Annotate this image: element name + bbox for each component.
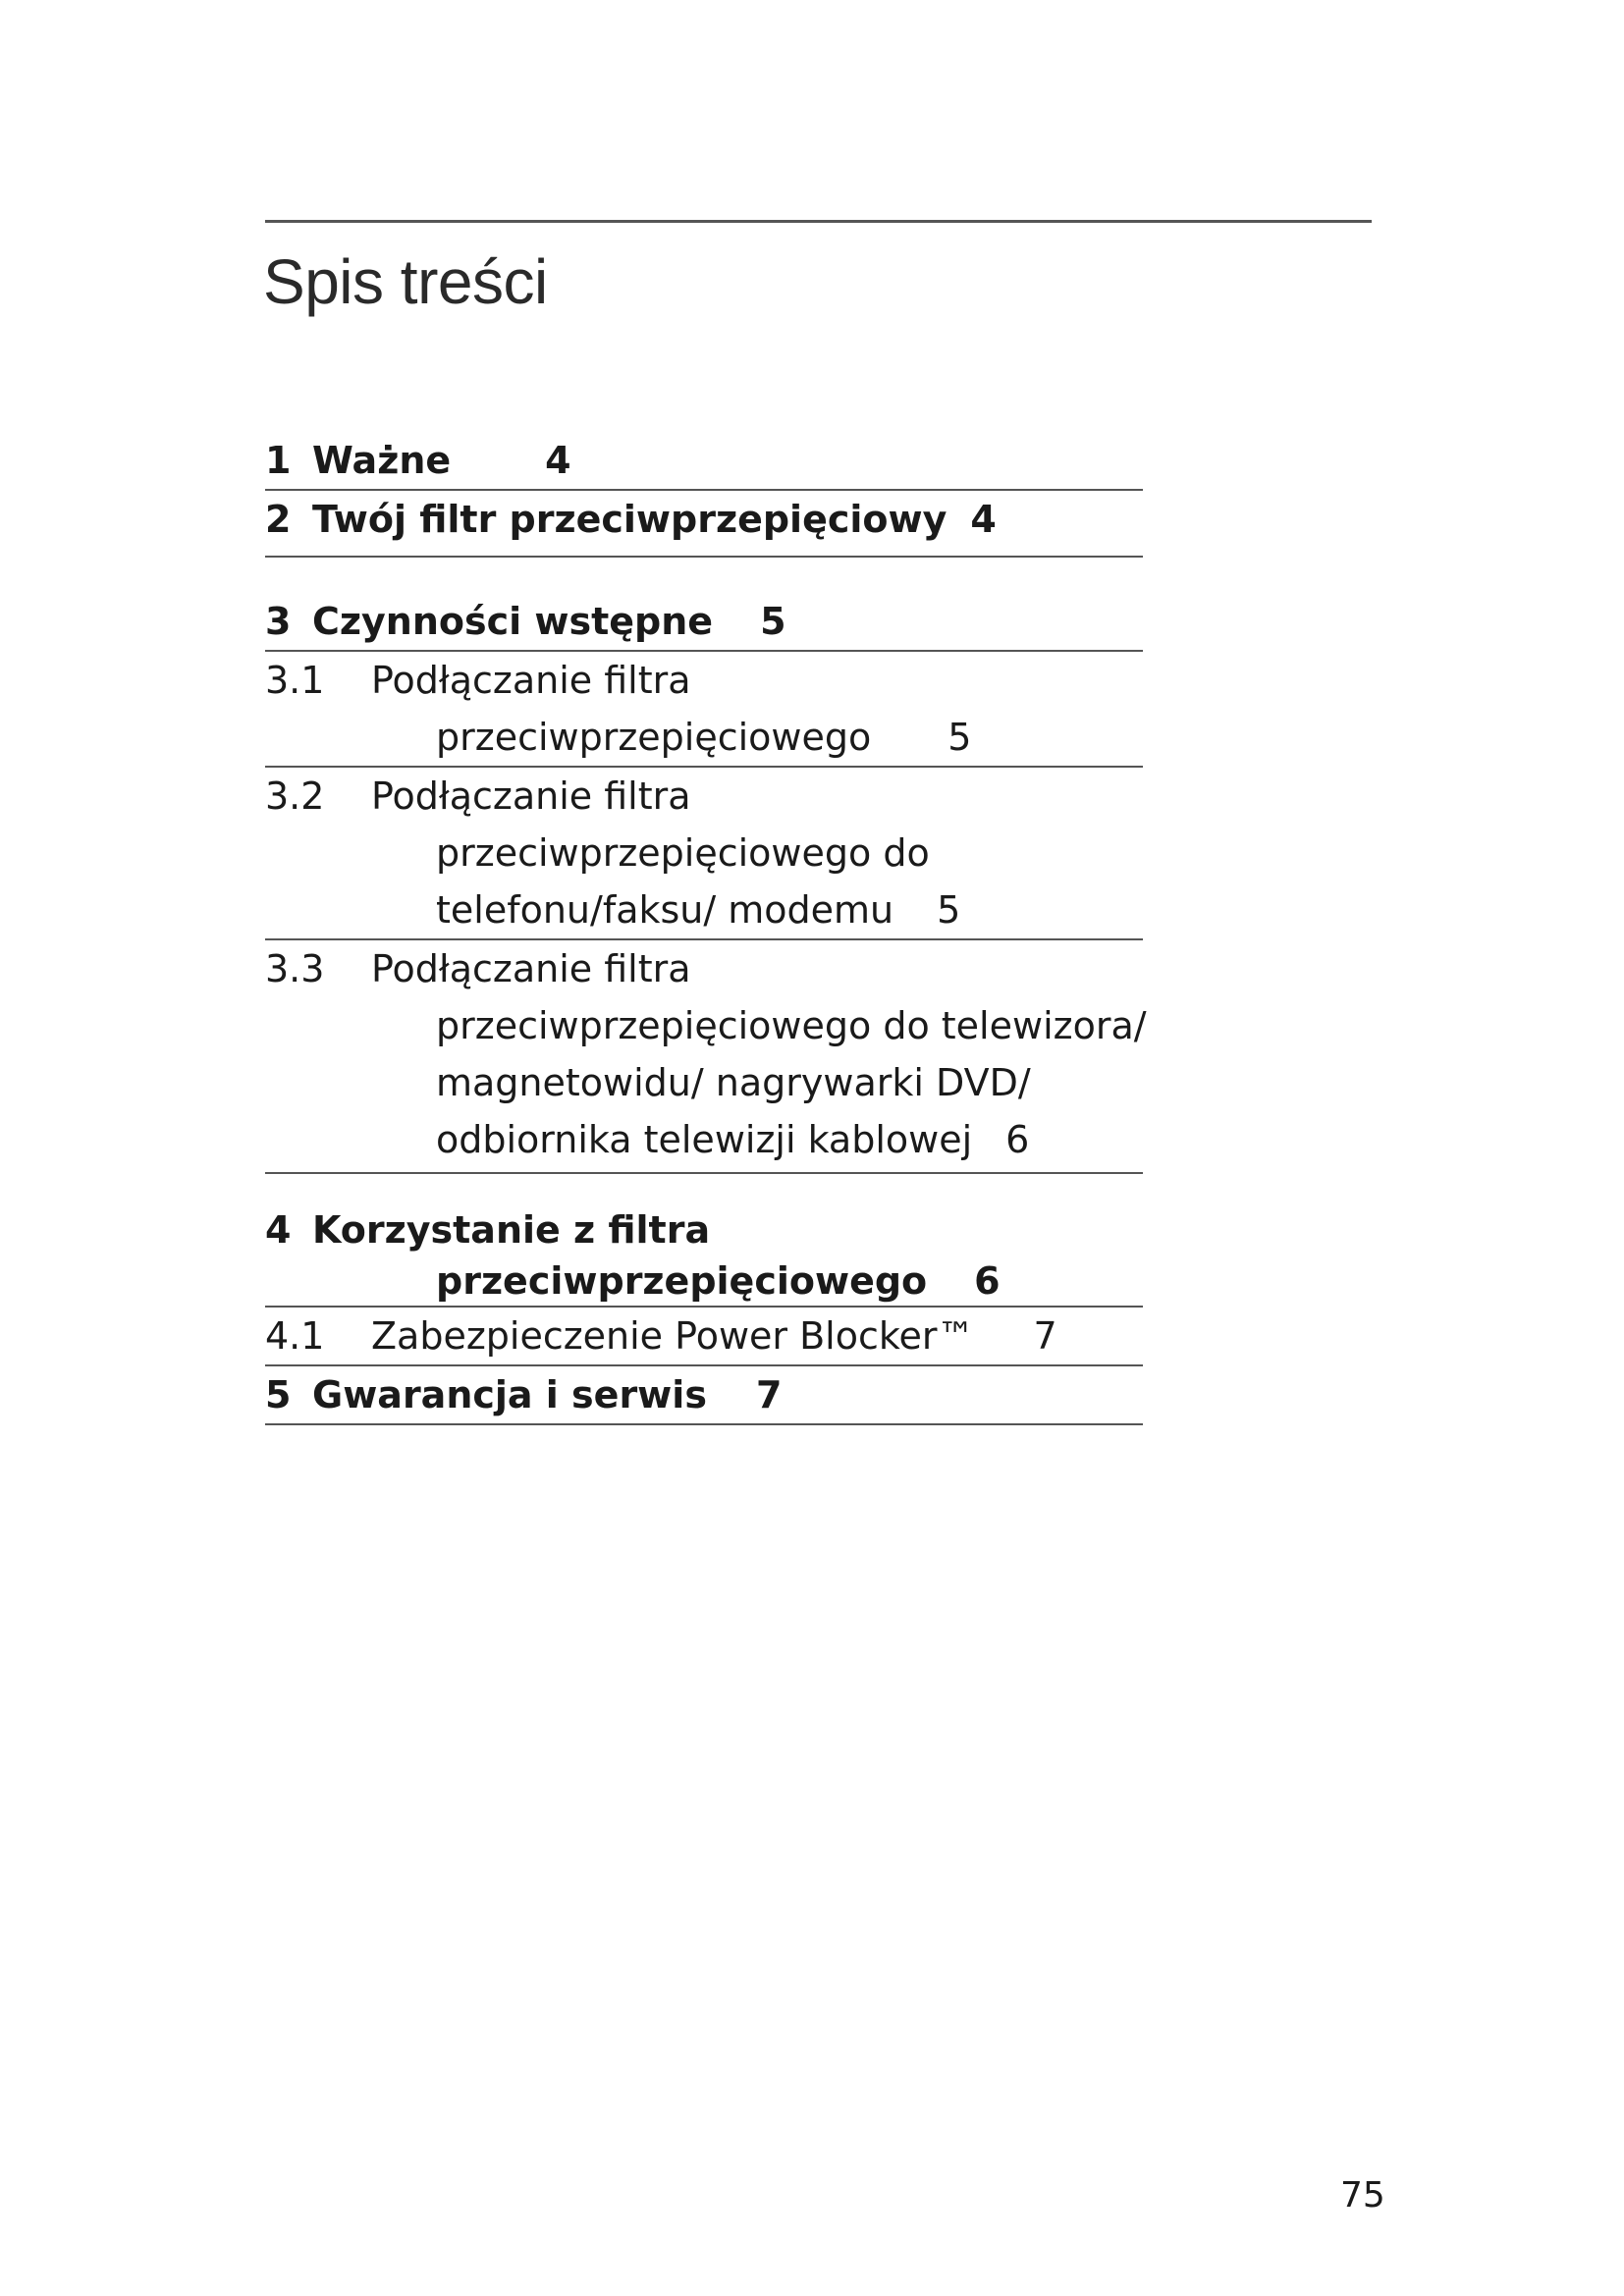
toc-label-line: przeciwprzepięciowego do telewizora/ <box>436 1004 1147 1047</box>
toc-number: 1 <box>265 439 292 482</box>
toc-entry-4[interactable] <box>265 1203 1143 1308</box>
top-rule <box>265 220 1372 223</box>
toc-page: 6 <box>1005 1118 1030 1161</box>
toc-label-line: Korzystanie z filtra <box>312 1208 711 1252</box>
toc-page: 5 <box>937 888 961 932</box>
toc-label: Gwarancja i serwis <box>312 1373 707 1416</box>
toc-label-line: Podłączanie filtra <box>371 659 691 702</box>
toc-page: 7 <box>1033 1314 1057 1358</box>
toc-entry-3-3[interactable] <box>265 940 1147 1174</box>
toc-number: 3.3 <box>265 947 325 990</box>
toc-entry-3-1[interactable] <box>265 652 1143 768</box>
toc-entry-5[interactable] <box>265 1366 1143 1425</box>
toc-label: Czynności wstępne <box>312 600 714 643</box>
toc-label: Zabezpieczenie Power Blocker™ <box>371 1314 975 1358</box>
toc-entry-2[interactable] <box>265 491 1143 558</box>
toc-label-line: odbiornika telewizji kablowej <box>436 1118 973 1161</box>
toc-page: 4 <box>545 439 571 482</box>
toc-label-line: przeciwprzepięciowego <box>436 1259 928 1303</box>
toc-number: 4.1 <box>265 1314 325 1358</box>
page-title: Spis treści <box>263 246 548 317</box>
toc-label: Ważne <box>312 439 452 482</box>
toc-page: 6 <box>974 1259 1001 1303</box>
toc-number: 3.2 <box>265 774 325 818</box>
toc-number: 3 <box>265 600 292 643</box>
toc-number: 3.1 <box>265 659 325 702</box>
toc-label: Twój filtr przeciwprzepięciowy <box>312 498 947 541</box>
toc-label-line: telefonu/faksu/ modemu <box>436 888 894 932</box>
toc-number: 2 <box>265 498 292 541</box>
toc-label-line: magnetowidu/ nagrywarki DVD/ <box>436 1061 1031 1104</box>
toc-page: 7 <box>755 1373 783 1416</box>
toc-entry-4-1[interactable] <box>265 1308 1143 1366</box>
page-number: 75 <box>1340 2175 1385 2216</box>
toc-entry-3-2[interactable] <box>265 768 1143 940</box>
toc-label-line: Podłączanie filtra <box>371 774 691 818</box>
toc-number: 4 <box>265 1208 292 1252</box>
table-of-contents <box>265 432 1147 1425</box>
toc-label-line: przeciwprzepięciowego <box>436 716 872 759</box>
toc-label-line: przeciwprzepięciowego do <box>436 831 930 875</box>
toc-page: 4 <box>970 498 997 541</box>
toc-entry-1[interactable] <box>265 432 1143 491</box>
toc-page: 5 <box>947 716 972 759</box>
toc-page: 5 <box>760 600 786 643</box>
toc-entry-3[interactable] <box>265 593 1143 652</box>
toc-label-line: Podłączanie filtra <box>371 947 691 990</box>
toc-number: 5 <box>265 1373 292 1416</box>
